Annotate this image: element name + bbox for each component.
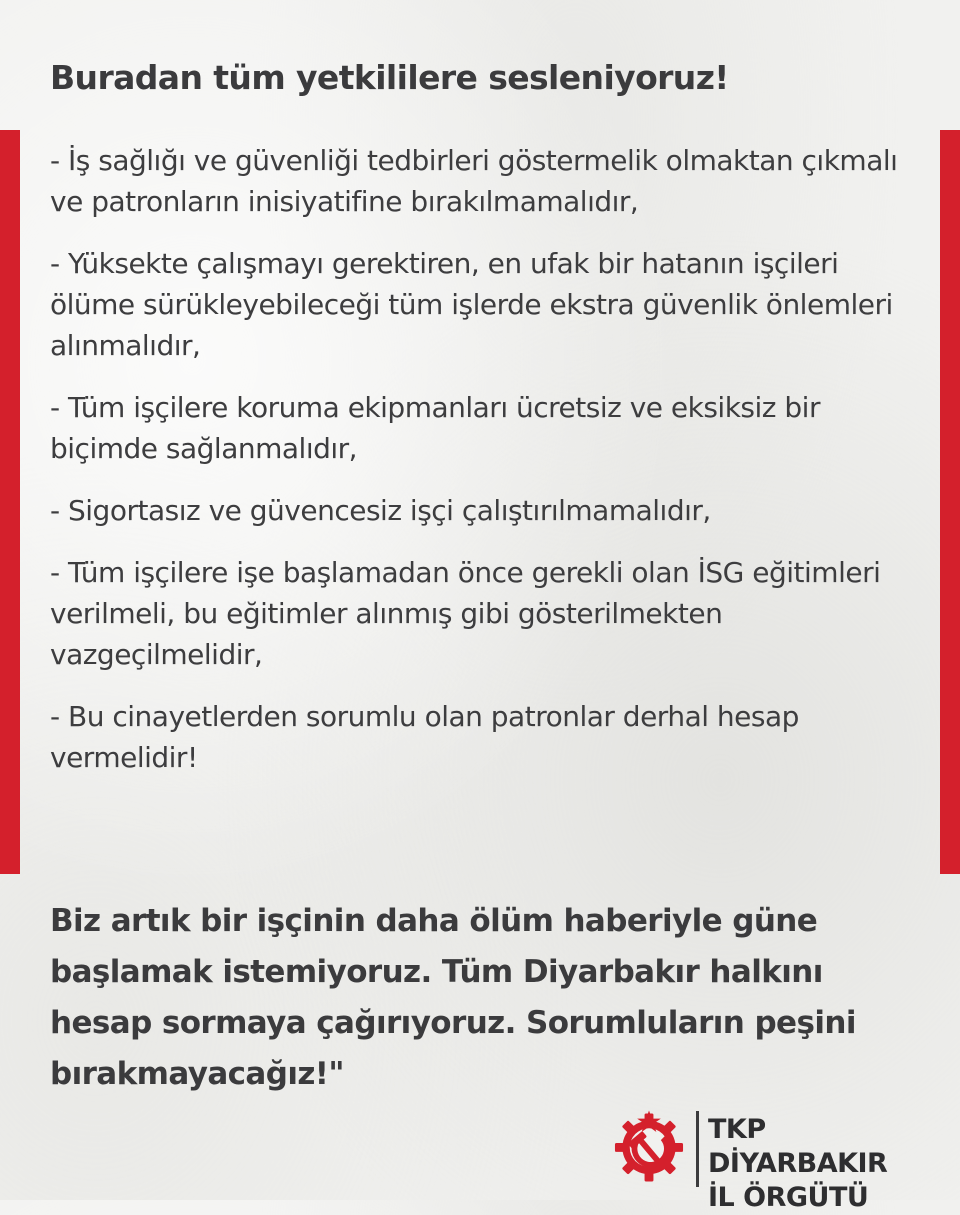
page-title: Buradan tüm yetkililere sesleniyoruz! <box>50 58 729 97</box>
hammer-sickle-star-gear-icon <box>612 1109 686 1183</box>
demand-item: - Tüm işçilere işe başlamadan önce gerekli olan İSG eğitimleri verilmeli, bu eğitimler alınmış gibi gösterilmekten vazgeçilmelidir, <box>50 556 881 671</box>
demand-item: - Tüm işçilere koruma ekipmanları ücretsiz ve eksiksiz bir biçimde sağlanmalıdır, <box>50 391 820 465</box>
demand-item: - İş sağlığı ve güvenliği tedbirleri göstermelik olmaktan çıkmalı ve patronların inisiyatifine bırakılmamalıdır, <box>50 144 898 218</box>
organization-name-line-2: İL ÖRGÜTÜ <box>708 1182 869 1213</box>
demands-list <box>50 140 915 799</box>
right-accent-bar <box>940 130 960 874</box>
logo-divider <box>696 1111 699 1187</box>
organization-logo <box>612 1103 952 1213</box>
organization-name-line-1: TKP DİYARBAKIR <box>708 1114 888 1179</box>
demand-item: - Sigortasız ve güvencesiz işçi çalıştırılmamalıdır, <box>50 494 711 527</box>
demand-item: - Bu cinayetlerden sorumlu olan patronlar derhal hesap vermelidir! <box>50 700 799 774</box>
left-accent-bar <box>0 130 20 874</box>
demand-item: - Yüksekte çalışmayı gerektiren, en ufak bir hatanın işçileri ölüme sürükleyebileceği tüm işlerde ekstra güvenlik önlemleri alınmalıdır, <box>50 247 893 362</box>
closing-statement: Biz artık bir işçinin daha ölüm haberiyle güne başlamak istemiyoruz. Tüm Diyarbakır halkını hesap sormaya çağırıyoruz. Sorumluların peşini bırakmayacağız!" <box>50 903 856 1092</box>
